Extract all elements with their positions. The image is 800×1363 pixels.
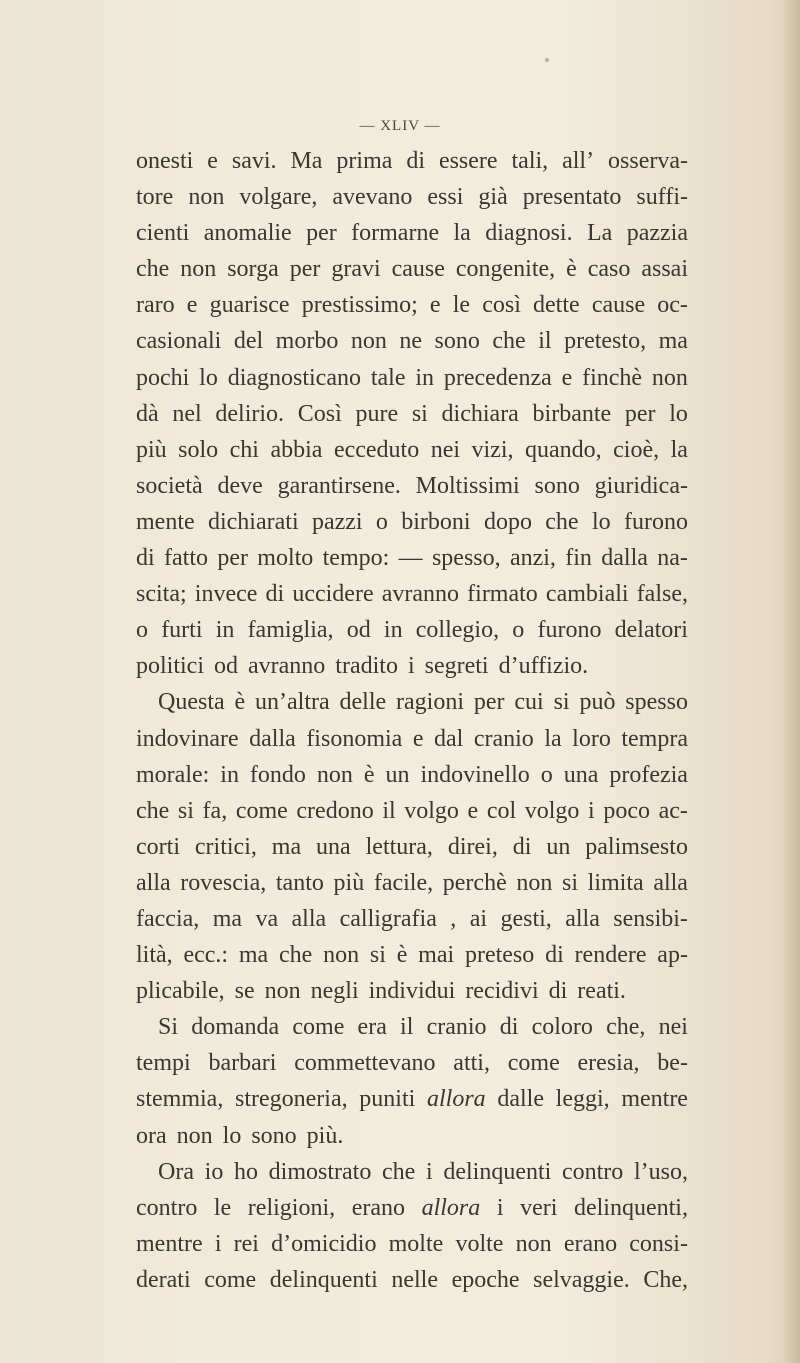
text-line: politici od avranno tradito i segreti d’uffizio. <box>136 653 589 680</box>
text-line: cienti anomalie per formarne la diagnosi. La pazzia <box>136 220 688 247</box>
text-line: o furti in famiglia, od in collegio, o furono delatori <box>136 617 688 644</box>
text-line: dà nel delirio. Così pure si dichiara birbante per lo <box>136 400 688 427</box>
text-line: plicabile, se non negli individui recidivi di reati. <box>136 978 626 1005</box>
text-line: alla rovescia, tanto più facile, perchè non si limita alla <box>136 869 688 896</box>
text-line: casionali del morbo non ne sono che il pretesto, ma <box>136 328 688 355</box>
text-line: scita; invece di uccidere avranno firmato cambiali false, <box>136 581 688 608</box>
text-line: lità, ecc.: ma che non si è mai preteso di rendere ap- <box>136 942 688 969</box>
text-line: Si domanda come era il cranio di coloro che, nei <box>158 1014 688 1041</box>
text-line: che si fa, come credono il volgo e col volgo i poco ac- <box>136 797 688 824</box>
text-line: mente dichiarati pazzi o birboni dopo che lo furono <box>136 508 688 535</box>
text-line: tempi barbari commettevano atti, come eresia, be- <box>136 1050 688 1077</box>
page-edge-shadow <box>782 0 800 1363</box>
text-line: faccia, ma va alla calligrafia , ai gesti, alla sensibi- <box>136 905 688 932</box>
text-line: corti critici, ma una lettura, direi, di un palimsesto <box>136 833 688 860</box>
text-line: tore non volgare, avevano essi già presentato suffi- <box>136 184 688 211</box>
body-text <box>136 143 688 1298</box>
text-line: raro e guarisce prestissimo; e le così dette cause oc- <box>136 292 688 319</box>
text-line: di fatto per molto tempo: — spesso, anzi, fin dalla na- <box>136 545 688 572</box>
text-line: ora non lo sono più. <box>136 1122 344 1149</box>
text-line: contro le religioni, erano allora i veri delinquenti, <box>136 1194 688 1221</box>
text-line: onesti e savi. Ma prima di essere tali, all’ osserva- <box>136 148 688 174</box>
text-line: stemmia, stregoneria, puniti allora dalle leggi, mentre <box>136 1086 688 1113</box>
text-line: Ora io ho dimostrato che i delinquenti contro l’uso, <box>158 1158 688 1185</box>
text-line: morale: in fondo non è un indovinello o una profezia <box>136 761 688 788</box>
text-line: Questa è un’altra delle ragioni per cui si può spesso <box>158 689 688 716</box>
text-line: società deve garantirsene. Moltissimi sono giuridica- <box>136 472 688 499</box>
text-line: indovinare dalla fisonomia e dal cranio la loro tempra <box>136 725 688 752</box>
text-line: che non sorga per gravi cause congenite, è caso assai <box>136 256 688 283</box>
text-line: pochi lo diagnosticano tale in precedenza e finchè non <box>136 364 688 391</box>
text-line: derati come delinquenti nelle epoche selvaggie. Che, <box>136 1266 688 1293</box>
text-line: mentre i rei d’omicidio molte volte non erano consi- <box>136 1230 688 1257</box>
paper-speck <box>545 58 549 62</box>
text-line: più solo chi abbia ecceduto nei vizi, quando, cioè, la <box>136 436 688 463</box>
page-number-header: — XLIV — <box>359 118 441 134</box>
